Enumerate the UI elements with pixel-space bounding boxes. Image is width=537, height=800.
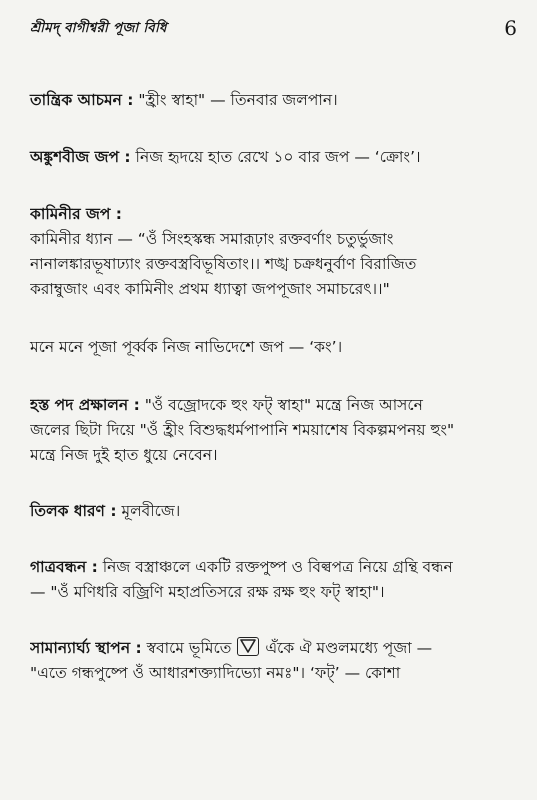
kamini-dhyan-line-3: করাম্বুজাং এবং কামিনীং প্রথম ধ্যাত্বা জপপূজাং সমাচরেৎ।।" <box>30 280 390 298</box>
samanyarghya-line-1b: এঁকে ঐ মণ্ডলমধ্যে পূজা — <box>265 639 433 657</box>
kamini-jap-section <box>30 202 516 302</box>
manasa-jap-text: মনে মনে পূজা পূর্ব্বক নিজ নাভিদেশে জপ — ‘কং’। <box>30 338 343 356</box>
kamini-dhyan-line-2: নানালঙ্কারভূষাঢ্যাং রক্তবস্ত্রবিভূষিতাং।। শঙ্খ চক্রধনুর্বাণ বিরাজিত <box>30 255 417 273</box>
tilak-dharan-label: তিলক ধারণ : <box>30 502 117 520</box>
hasta-pad-prakshalan-label: হস্ত পদ প্রক্ষালন : <box>30 396 140 414</box>
kamini-dhyan-line-1: কামিনীর ধ্যান — “ওঁ সিংহস্কন্ধ সমারূঢ়াং রক্তবর্ণাং চতুর্ভুজাং <box>30 230 394 248</box>
triangle-in-square-icon <box>237 637 259 656</box>
hasta-pad-line-2: জলের ছিটা দিয়ে "ওঁ হ্রীং বিশুদ্ধধর্মপাপানি শময়াশেষ বিকল্পমপনয় হুং" <box>30 421 455 439</box>
samanyarghya-line-2: "এতে গন্ধপুষ্পে ওঁ আধারশক্ত্যাদিভ্যো নমঃ"। ‘ফট্’ — কোশা <box>30 664 401 682</box>
ankushbij-jap-paragraph <box>30 145 516 170</box>
samanyarghya-line-1a: স্ববামে ভূমিতে <box>141 639 232 657</box>
samanyarghya-label: সামান্যার্ঘ্য স্থাপন : <box>30 639 142 657</box>
tantrik-achaman-paragraph <box>30 88 516 113</box>
hasta-pad-prakshalan-section <box>30 393 516 468</box>
hasta-pad-line-3: মন্ত্রে নিজ দুই হাত ধুয়ে নেবেন। <box>30 446 218 464</box>
tantrik-achaman-label: তান্ত্রিক আচমন : <box>30 91 134 109</box>
gatrabandhan-line-1: নিজ বস্ত্রাঞ্চলে একটি রক্তপুষ্প ও বিল্বপত্র নিয়ে গ্রন্থি বন্ধন <box>97 558 453 576</box>
running-title: শ্রীমদ্ বাগীশ্বরী পূজা বিধি <box>30 19 167 36</box>
tilak-dharan-text: মূলবীজে। <box>116 502 181 520</box>
page-body <box>30 88 516 686</box>
kamini-jap-heading: কামিনীর জপ : <box>30 205 122 223</box>
samanyarghya-sthapan-section <box>30 636 516 686</box>
tantrik-achaman-text: "হ্রীং স্বাহা" — তিনবার জলপান। <box>133 91 338 109</box>
gatrabandhan-label: গাত্রবন্ধন : <box>30 558 98 576</box>
ankushbij-jap-text: নিজ হৃদয়ে হাত রেখে ১০ বার জপ — ‘ক্রোং’। <box>130 148 421 166</box>
page-header <box>30 14 517 42</box>
page-number: 6 <box>504 16 517 40</box>
ankushbij-jap-label: অঙ্কুশবীজ জপ : <box>30 148 131 166</box>
hasta-pad-line-1: "ওঁ বজ্রোদকে হুং ফট্ স্বাহা" মন্ত্রে নিজ আসনে <box>139 396 423 414</box>
tilak-dharan-paragraph <box>30 499 516 524</box>
manasa-jap-paragraph <box>30 335 516 360</box>
gatrabandhan-line-2: — "ওঁ মণিধরি বজ্রিণি মহাপ্রতিসরে রক্ষ রক্ষ হুং ফট্ স্বাহা"। <box>30 583 385 601</box>
gatrabandhan-section <box>30 555 516 605</box>
